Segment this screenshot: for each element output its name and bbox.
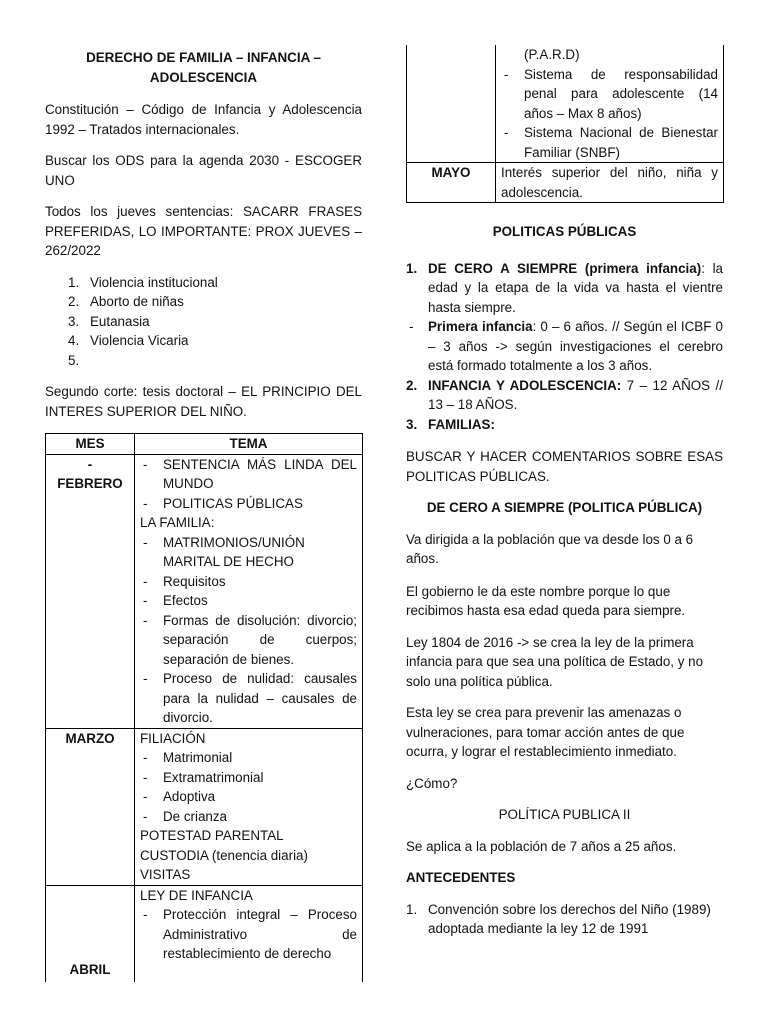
heading-politica-publica-ii: POLÍTICA PUBLICA II — [498, 807, 631, 822]
subheading-filiacion: FILIACIÓN — [140, 730, 206, 746]
month-empty — [407, 45, 496, 163]
header-mes: MES — [46, 434, 135, 455]
tema-abril — [135, 885, 363, 982]
schedule-table — [45, 433, 363, 982]
list-item: 3. FAMILIAS: — [406, 416, 495, 432]
tema-continued — [496, 45, 724, 163]
table-row-marzo — [46, 728, 363, 885]
segundo-corte-paragraph: Segundo corte: tesis doctoral – EL PRINCIPIO DEL INTERES SUPERIOR DEL NIÑO. — [45, 384, 362, 419]
list-item: - Efectos — [140, 591, 357, 611]
prevenir-paragraph: Esta ley se crea para prevenir las amenazas o vulneraciones, para tomar acción antes de que ocurra, y lograr el restablecimiento inmediato. — [406, 705, 685, 759]
tema-marzo — [135, 728, 363, 885]
list-item: 3. Eutanasia — [68, 313, 150, 329]
right-column — [406, 0, 723, 939]
list-item: 2. Aborto de niñas — [68, 294, 184, 309]
intro-paragraph: Constitución – Código de Infancia y Adolescencia 1992 – Tratados internacionales. — [45, 102, 362, 137]
list-item: 1. DE CERO A SIEMPRE (primera infancia): la edad y la etapa de la vida va hasta el vientre hasta siempre. — [406, 260, 723, 315]
text-line: (P.A.R.D) — [524, 47, 580, 62]
text-line: VISITAS — [140, 867, 191, 882]
list-item: 1. Convención sobre los derechos del Niño (1989) adoptada mediante la ley 12 de 1991 — [406, 901, 711, 936]
dirigida-paragraph: Va dirigida a la población que va desde los 0 a 6 años. — [406, 531, 694, 566]
como-paragraph: ¿Cómo? — [406, 775, 458, 791]
tema-febrero — [135, 454, 363, 728]
heading-politicas-publicas: POLITICAS PÚBLICAS — [492, 224, 637, 239]
list-item: - SENTENCIA MÁS LINDA DEL MUNDO — [140, 455, 357, 494]
subheading-familia: LA FAMILIA: — [140, 515, 215, 530]
politicas-list-cont — [406, 376, 723, 435]
list-item: 4. Violencia Vicaria — [68, 333, 189, 348]
document-title — [45, 48, 362, 87]
buscar-paragraph: BUSCAR Y HACER COMENTARIOS SOBRE ESAS POLITICAS PÚBLICAS. — [406, 449, 723, 484]
list-item: - Sistema Nacional de Bienestar Familiar (SNBF) — [501, 123, 718, 162]
left-column — [45, 0, 362, 982]
ley-paragraph: Ley 1804 de 2016 -> se crea la ley de la primera infancia para que sea una política de Estado, y no solo una política pública. — [406, 634, 704, 689]
title-line-1: DERECHO DE FAMILIA – INFANCIA – — [86, 50, 321, 65]
month-febrero: - FEBRERO — [46, 454, 135, 728]
table-row-febrero — [46, 454, 363, 728]
list-item: - Requisitos — [140, 572, 357, 592]
sentencias-paragraph: Todos los jueves sentencias: SACARR FRASES PREFERIDAS, LO IMPORTANTE: PROX JUEVES – 262/2022 — [45, 204, 362, 258]
list-item: - Matrimonial — [140, 748, 357, 768]
list-item: - MATRIMONIOS/UNIÓN MARITAL DE HECHO — [140, 533, 357, 572]
list-item: 1. Violencia institucional — [68, 274, 218, 290]
text-line: CUSTODIA (tenencia diaria) — [140, 847, 308, 863]
politicas-list — [406, 259, 723, 318]
primera-infancia-list — [406, 317, 723, 376]
list-item: - Primera infancia: 0 – 6 años. // Según el ICBF 0 – 3 años -> según investigaciones el cerebro está formado totalmente a los 3 años. — [406, 317, 723, 376]
list-item: - Adoptiva — [140, 787, 357, 807]
heading-antecedentes: ANTECEDENTES — [406, 870, 516, 885]
month-mayo: MAYO — [407, 163, 496, 203]
ods-paragraph: Buscar los ODS para la agenda 2030 - ESCOGER UNO — [45, 153, 362, 188]
month-abril: ABRIL — [46, 885, 135, 982]
topics-list — [45, 273, 362, 371]
title-line-2: ADOLESCENCIA — [149, 69, 258, 85]
table-header-row — [46, 434, 363, 455]
gobierno-paragraph: El gobierno le da este nombre porque lo que recibimos hasta esa edad queda para siempre. — [406, 583, 686, 618]
table-row-continued — [407, 45, 724, 163]
subheading-ley-infancia: LEY DE INFANCIA — [140, 887, 253, 903]
list-item: - POLITICAS PÚBLICAS — [140, 494, 357, 514]
tema-mayo: Interés superior del niño, niña y adolescencia. — [496, 163, 724, 203]
table-row-mayo — [407, 163, 724, 203]
list-item: - Sistema de responsabilidad penal para adolescente (14 años – Max 8 años) — [501, 65, 718, 124]
antecedentes-list — [406, 900, 723, 939]
text-line: POTESTAD PARENTAL — [140, 828, 284, 843]
list-item: - Proceso de nulidad: causales para la nulidad – causales de divorcio. — [140, 669, 357, 728]
list-item: - Protección integral – Proceso Administrativo de restablecimiento de derecho — [140, 905, 357, 964]
list-item: - De crianza — [140, 807, 357, 827]
month-marzo: MARZO — [46, 728, 135, 885]
list-item: - Extramatrimonial — [140, 768, 357, 788]
aplica-paragraph: Se aplica a la población de 7 años a 25 años. — [406, 838, 677, 854]
schedule-table-continued — [406, 45, 724, 203]
table-row-abril — [46, 885, 363, 982]
list-item: 5. — [68, 352, 80, 368]
header-tema: TEMA — [135, 434, 363, 455]
heading-de-cero-a-siempre: DE CERO A SIEMPRE (POLITICA PÚBLICA) — [426, 500, 703, 515]
list-item: - Formas de disolución: divorcio; separación de cuerpos; separación de bienes. — [140, 611, 357, 670]
list-item: 2. INFANCIA Y ADOLESCENCIA: 7 – 12 AÑOS // 13 – 18 AÑOS. — [406, 377, 723, 412]
